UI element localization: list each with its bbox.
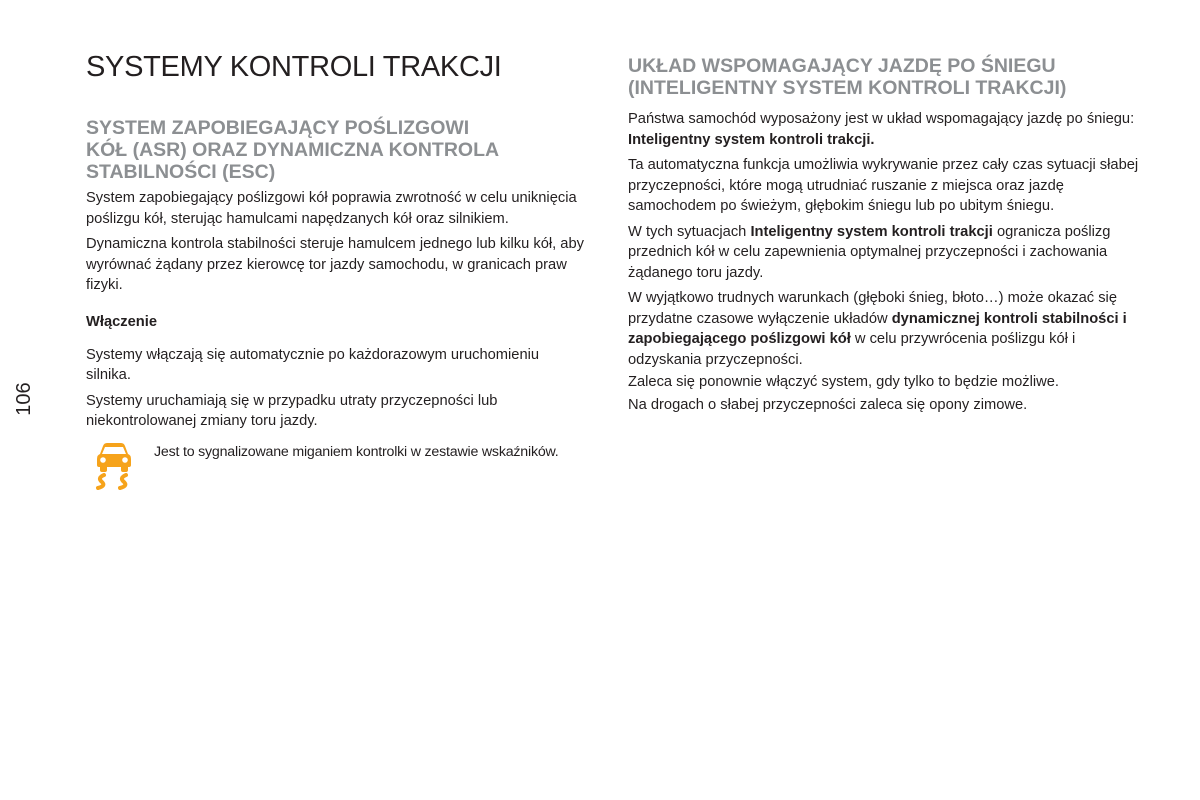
asr-description: System zapobiegający poślizgowi kół poprawia zwrotność w celu uniknięcia poślizgu kół, sterując hamulcami napędzanych kół oraz silnikiem. <box>86 190 577 227</box>
reactivate-paragraph: Zaleca się ponownie włączyć system, gdy tylko to będzie możliwe. <box>628 374 1060 390</box>
difficult-post: w celu przywrócenia poślizgu kół i odzyskania przyczepności. <box>628 331 1076 368</box>
warning-light-text: Jest to sygnalizowane miganiem kontrolki w zestawie wskaźników. <box>154 443 559 460</box>
difficult-pre: W wyjątkowo trudnych warunkach (głęboki śnieg, błoto…) może okazać się przydatne czasowe wyłączenie układów <box>628 290 1117 327</box>
intro-bold: Inteligentny system kontroli trakcji. <box>628 131 875 148</box>
page-number: 106 <box>13 382 35 416</box>
asr-esc-section-title <box>86 117 586 183</box>
situations-bold: Inteligentny system kontroli trakcji <box>750 223 993 240</box>
traction-control-warning-icon <box>92 442 136 490</box>
snow-motion-section <box>628 55 1148 415</box>
snow-motion-section-title <box>628 55 1148 99</box>
activation-text-2: Systemy uruchamiają się w przypadku utraty przyczepności lub niekontrolowanej zmiany toru jazdy. <box>86 392 498 429</box>
asr-esc-section <box>86 117 586 494</box>
page-title: SYSTEMY KONTROLI TRAKCJI <box>86 51 502 83</box>
section-title-line: (INTELIGENTNY SYSTEM KONTROLI TRAKCJI) <box>628 77 1067 99</box>
section-title-line: STABILNOŚCI (ESC) <box>86 161 276 183</box>
activation-heading: Włączenie <box>86 313 158 330</box>
esc-description: Dynamiczna kontrola stabilności steruje hamulcem jednego lub kilku kół, aby wyrównać żądany przez kierowcę tor jazdy samochodu, w granicach praw fizyki. <box>86 236 584 293</box>
function-paragraph: Ta automatyczna funkcja umożliwia wykrywanie przez cały czas sytuacji słabej przyczepności, które mogą utrudniać ruszanie z miejsca oraz jazdę samochodem po świeżym, głębokim śniegu lub po ubitym śniegu. <box>628 157 1139 214</box>
situations-post: ogranicza poślizg przednich kół w celu zapewnienia optymalnej przyczepności i zachowania żądanego toru jazdy. <box>628 223 1111 281</box>
situations-pre: W tych sytuacjach <box>628 223 751 240</box>
difficult-bold: dynamicznej kontroli stabilności i zapobiegającego poślizgowi kół <box>628 310 1127 347</box>
warning-light-note <box>86 442 586 494</box>
difficult-conditions-paragraph <box>628 288 1148 370</box>
section-title-line: SYSTEM ZAPOBIEGAJĄCY POŚLIZGOWI <box>86 117 470 139</box>
winter-tyres-paragraph: Na drogach o słabej przyczepności zaleca się opony zimowe. <box>628 396 1028 413</box>
section-title-line: KÓŁ (ASR) ORAZ DYNAMICZNA KONTROLA <box>86 139 500 161</box>
activation-text-1: Systemy włączają się automatycznie po każdorazowym uruchomieniu silnika. <box>86 346 540 383</box>
intro-paragraph <box>628 109 1148 150</box>
intro-text: Państwa samochód wyposażony jest w układ wspomagający jazdę po śniegu: <box>628 111 1135 127</box>
section-title-line: UKŁAD WSPOMAGAJĄCY JAZDĘ PO ŚNIEGU <box>628 55 1056 77</box>
situations-paragraph <box>628 222 1148 284</box>
